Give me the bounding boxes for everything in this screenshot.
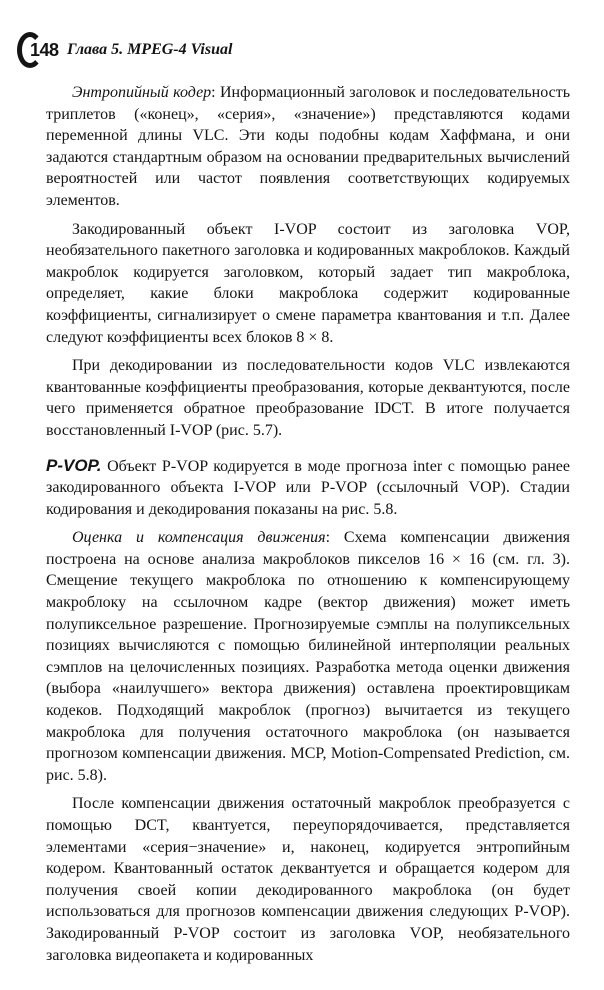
paragraph-lead: Энтропийный кодер <box>72 84 212 101</box>
body-text <box>46 82 570 973</box>
page-number-badge <box>17 30 67 70</box>
paragraph-pvop <box>46 455 570 521</box>
paragraph-text: После компенсации движения остаточный макроблок преобразуется с помощью DCT, квантуется, переупорядочивается, представляется элементами «серия−значение» и, наконец, кодируется энтропийным кодером. Квантованный остаток деквантуется и обращается кодером для получения своей копии декодированного макроблока (он будет использоваться для прогнозов компенсации движения следующих P-VOP). Закодированный P-VOP состоит из заголовка VOP, необязательного заголовка видеопакета и кодированных <box>46 795 570 964</box>
page-header <box>17 30 232 70</box>
paragraph-ivop-structure <box>46 219 570 349</box>
paragraph-text: Объект P-VOP кодируется в моде прогноза inter с помощью ранее закодированного объекта I-VOP или P-VOP (ссылочный VOP). Стадии кодирования и декодирования показаны на рис. 5.8. <box>46 457 570 518</box>
paragraph-ivop-decoding <box>46 355 570 441</box>
paragraph-entropy-coder <box>46 82 570 212</box>
paragraph-lead: Оценка и компенсация движения <box>72 529 326 547</box>
paragraph-text: : Схема компенсации движения построена на основе анализа макроблоков пикселов 16 × 16 (см. гл. 3). Смещение текущего макроблока по отношению к компенсирующему макроблоку на ссылочном кадре (вектор движения) может иметь полупиксельное разрешение. Прогнозируемые сэмплы на полупиксельных позициях вычисляются с помощью билинейной интерполяции реальных сэмплов на целочисленных позициях. Разработка метода оценки движения (выбора «наилучшего» вектора движения) оставлена проектировщикам кодеков. Подходящий макроблок (прогноз) вычитается из текущего макроблока для получения остаточного макроблока (он называется прогнозом компенсации движения. MCP, Motion-Compensated Prediction, см. рис. 5.8). <box>46 529 571 784</box>
paragraph-text: При декодировании из последовательности кодов VLC извлекаются квантованные коэффициенты преобразования, которые деквантуются, после чего применяется обратное преобразование IDCT. В итоге получается восстановленный I-VOP (рис. 5.7). <box>46 357 570 439</box>
page-number: 148 <box>30 40 59 60</box>
running-title: Глава 5. MPEG-4 Visual <box>67 41 233 58</box>
paragraph-text: : Информационный заголовок и последовательность триплетов («конец», «серия», «значение») представляются кодами переменной длины VLC. Эти коды подобны кодам Хаффмана, и они задаются стандартным образом на основании предварительных вычислений вероятностей или частот появления соответствующих кодируемых элементов. <box>46 84 571 209</box>
paragraph-residual-coding <box>46 793 570 966</box>
paragraph-motion-compensation <box>46 527 570 786</box>
section-title: P-VOP. <box>46 455 102 475</box>
paragraph-text: Закодированный объект I-VOP состоит из заголовка VOP, необязательного пакетного заголовка и кодированных макроблоков. Каждый макроблок кодируется заголовком, который задает тип макроблока, определяет, какие блоки макроблока содержит кодированные коэффициенты, сигнализирует о смене параметра квантования и т.п. Далее следуют коэффициенты всех блоков 8 × 8. <box>46 220 570 346</box>
